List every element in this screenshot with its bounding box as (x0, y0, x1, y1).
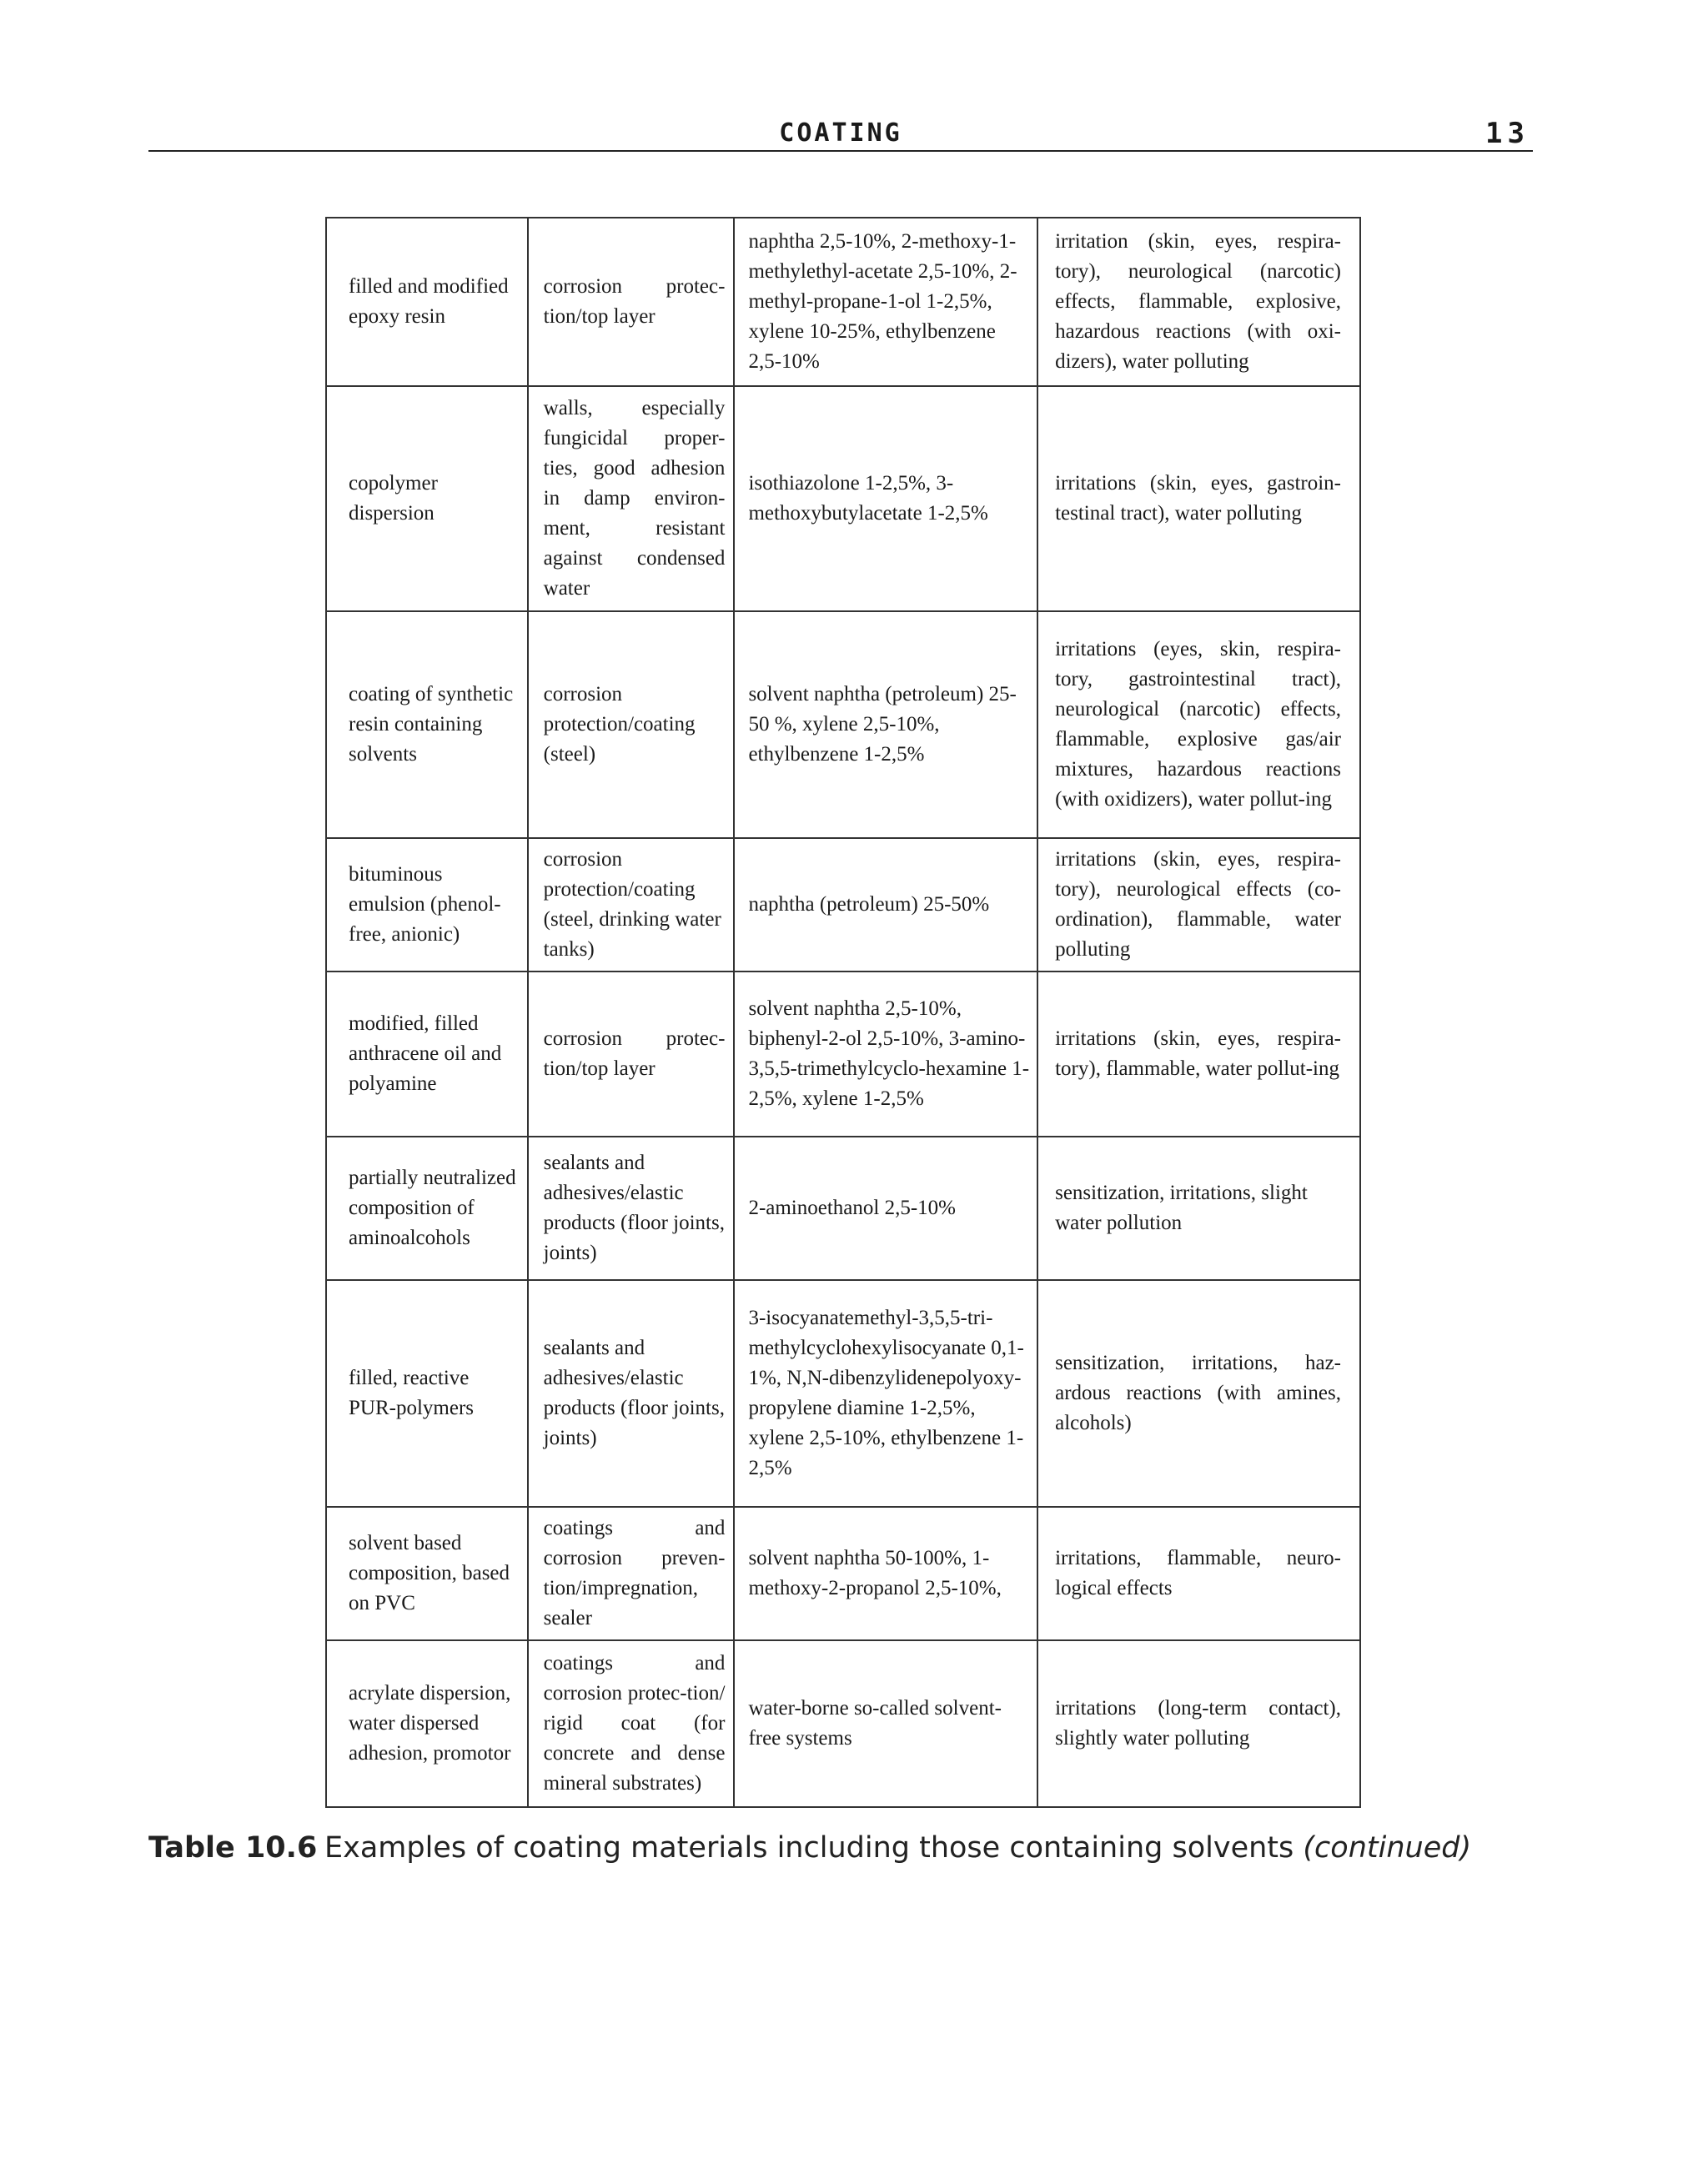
product-cell: bituminous emulsion (phenol-free, anionic) (326, 838, 528, 972)
hazards-cell: irritations (long-term contact), slightly water polluting (1037, 1640, 1360, 1807)
product-cell: filled, reactive PUR-polymers (326, 1280, 528, 1507)
product-cell: acrylate dispersion, water dispersed adhesion, promotor (326, 1640, 528, 1807)
table-row (326, 218, 1360, 386)
application-cell: walls, especially fungicidal proper-ties, good adhesion in damp environ-ment, resistant against condensed water (528, 386, 735, 611)
table-row (326, 1280, 1360, 1507)
ingredients-cell: solvent naphtha (petroleum) 25-50 %, xylene 2,5-10%, ethylbenzene 1-2,5% (734, 611, 1037, 838)
page-number: 13 (1485, 117, 1530, 150)
ingredients-cell: solvent naphtha 50-100%, 1-methoxy-2-propanol 2,5-10%, (734, 1507, 1037, 1640)
hazards-cell: irritations, flammable, neuro-logical effects (1037, 1507, 1360, 1640)
application-cell: corrosion protec-tion/top layer (528, 972, 735, 1137)
table-row (326, 386, 1360, 611)
application-cell: coatings and corrosion protec-tion/ rigid coat (for concrete and dense mineral substrates) (528, 1640, 735, 1807)
table-row (326, 972, 1360, 1137)
table-row (326, 1137, 1360, 1280)
product-cell: partially neutralized composition of aminoalcohols (326, 1137, 528, 1280)
ingredients-cell: solvent naphtha 2,5-10%, biphenyl-2-ol 2,5-10%, 3-amino-3,5,5-trimethylcyclo-hexamine 1-2,5%, xylene 1-2,5% (734, 972, 1037, 1137)
application-cell: corrosion protection/coating (steel, drinking water tanks) (528, 838, 735, 972)
product-cell: solvent based composition, based on PVC (326, 1507, 528, 1640)
ingredients-cell: 3-isocyanatemethyl-3,5,5-tri-methylcyclohexylisocyanate 0,1-1%, N,N-dibenzylidenepolyoxy-propylene diamine 1-2,5%, xylene 2,5-10%, ethylbenzene 1-2,5% (734, 1280, 1037, 1507)
application-cell: coatings and corrosion preven-tion/impregnation, sealer (528, 1507, 735, 1640)
hazards-cell: irritations (eyes, skin, respira-tory, gastrointestinal tract), neurological (narcotic) effects, flammable, explosive gas/air mixtures, hazardous reactions (with oxidizers), water pollut-ing (1037, 611, 1360, 838)
hazards-cell: sensitization, irritations, haz-ardous reactions (with amines, alcohols) (1037, 1280, 1360, 1507)
caption-label: Table 10.6 (148, 1831, 318, 1865)
product-cell: copolymer dispersion (326, 386, 528, 611)
product-cell: modified, filled anthracene oil and polyamine (326, 972, 528, 1137)
table-row (326, 1640, 1360, 1807)
hazards-cell: irritations (skin, eyes, respira-tory), flammable, water pollut-ing (1037, 972, 1360, 1137)
application-cell: sealants and adhesives/elastic products (floor joints, joints) (528, 1280, 735, 1507)
product-cell: filled and modified epoxy resin (326, 218, 528, 386)
hazards-cell: irritation (skin, eyes, respira-tory), neurological (narcotic) effects, flammable, explosive, hazardous reactions (with oxi-dizers), water polluting (1037, 218, 1360, 386)
hazards-cell: irritations (skin, eyes, respira-tory), neurological effects (co-ordination), flammable, water polluting (1037, 838, 1360, 972)
ingredients-cell: water-borne so-called solvent-free systems (734, 1640, 1037, 1807)
running-header-title: COATING (779, 118, 902, 148)
coating-materials-table (325, 217, 1361, 1808)
hazards-cell: sensitization, irritations, slight water pollution (1037, 1137, 1360, 1280)
application-cell: corrosion protec-tion/top layer (528, 218, 735, 386)
product-cell: coating of synthetic resin containing solvents (326, 611, 528, 838)
application-cell: corrosion protection/coating (steel) (528, 611, 735, 838)
ingredients-cell: naphtha (petroleum) 25-50% (734, 838, 1037, 972)
table-caption (148, 1831, 1566, 1865)
hazards-cell: irritations (skin, eyes, gastroin-testinal tract), water polluting (1037, 386, 1360, 611)
application-cell: sealants and adhesives/elastic products (floor joints, joints) (528, 1137, 735, 1280)
table-row (326, 1507, 1360, 1640)
ingredients-cell: isothiazolone 1-2,5%, 3-methoxybutylacetate 1-2,5% (734, 386, 1037, 611)
ingredients-cell: naphtha 2,5-10%, 2-methoxy-1-methylethyl-acetate 2,5-10%, 2-methyl-propane-1-ol 1-2,5%, xylene 10-25%, ethylbenzene 2,5-10% (734, 218, 1037, 386)
ingredients-cell: 2-aminoethanol 2,5-10% (734, 1137, 1037, 1280)
table-row (326, 838, 1360, 972)
caption-continued: (continued) (1303, 1831, 1472, 1865)
page-header (148, 117, 1533, 152)
caption-text: Examples of coating materials including those containing solvents (324, 1831, 1294, 1865)
table-row (326, 611, 1360, 838)
